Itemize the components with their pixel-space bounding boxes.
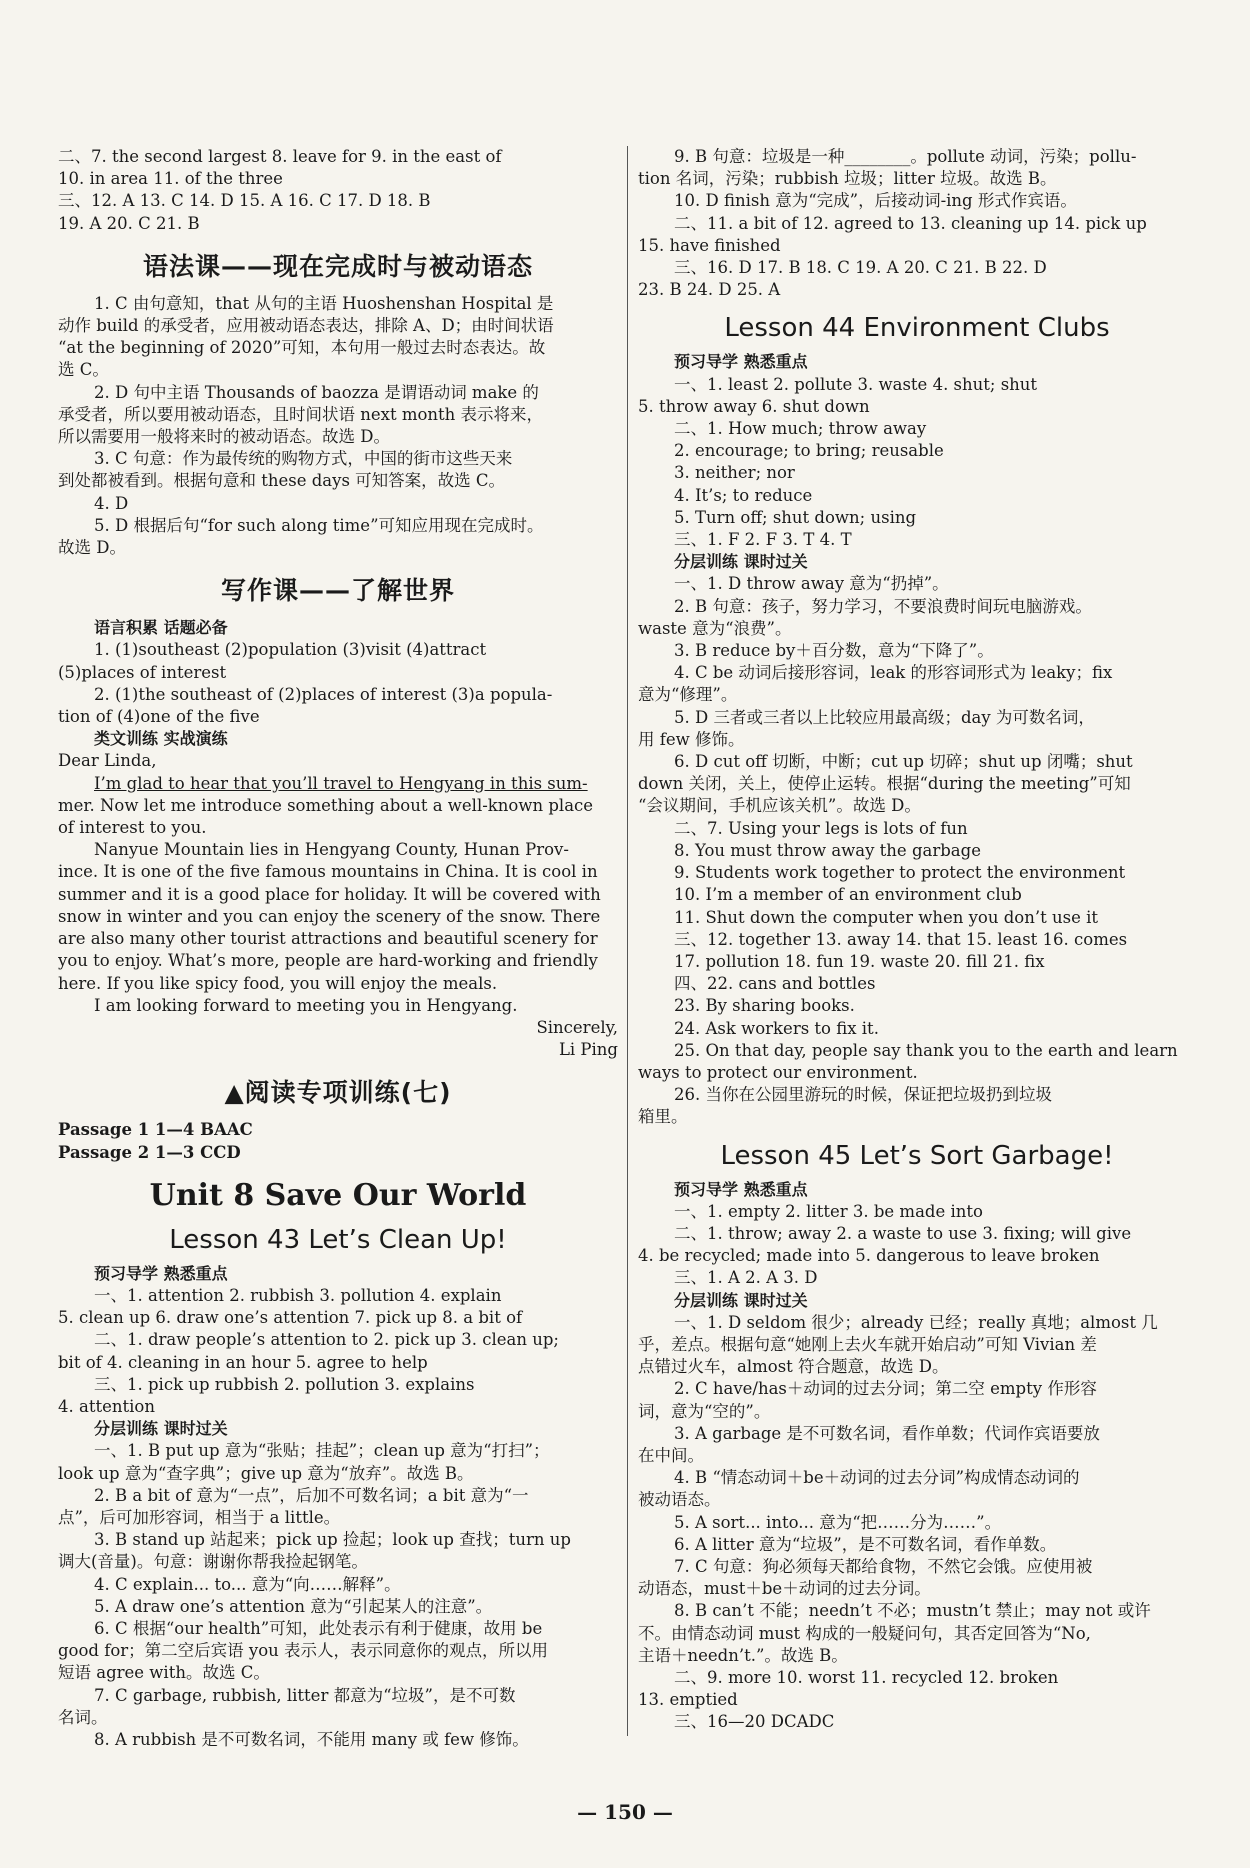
- text-line: 一、1. D throw away 意为“扔掉”。: [674, 574, 949, 594]
- text-line: 5. throw away 6. shut down: [638, 396, 870, 416]
- text-line: 三、1. pick up rubbish 2. pollution 3. explains: [94, 1374, 475, 1394]
- text-line: 二、1. throw; away 2. a waste to use 3. fixing; will give: [674, 1223, 1132, 1243]
- text-line: 4. C be 动词后接形容词，leak 的形容词形式为 leaky；fix: [674, 663, 1113, 683]
- text-line: 2. B 句意：孩子，努力学习，不要浪费时间玩电脑游戏。: [674, 596, 1092, 616]
- text-line: 箱里。: [638, 1107, 688, 1127]
- text-line: 26. 当你在公园里游玩的时候，保证把垃圾扔到垃圾: [674, 1085, 1052, 1105]
- text-line: 8. B can’t 不能；needn’t 不必；mustn’t 禁止；may not 或许: [674, 1601, 1151, 1621]
- page-number: — 150 —: [577, 1800, 673, 1824]
- text-line: 2. (1)the southeast of (2)places of interest (3)a popula-: [94, 684, 553, 704]
- text-line: 意为“修理”。: [638, 685, 738, 705]
- text-line: 二、9. more 10. worst 11. recycled 12. broken: [674, 1668, 1059, 1687]
- subsection-heading: 分层训练 课时过关: [94, 1419, 228, 1439]
- text-line: 3. neither; nor: [674, 463, 795, 483]
- text-line: 三、16. D 17. B 18. C 19. A 20. C 21. B 22. D: [674, 258, 1047, 278]
- text-line: 三、16—20 DCADC: [674, 1712, 835, 1732]
- text-line: snow in winter and you can enjoy the scenery of the snow. There: [58, 906, 601, 926]
- text-line: 2. C have/has＋动词的过去分词；第二空 empty 作形容: [674, 1379, 1097, 1399]
- unit-heading: Unit 8 Save Our World: [149, 1177, 527, 1213]
- text-line: 8. A rubbish 是不可数名词，不能用 many 或 few 修饰。: [94, 1729, 529, 1749]
- subsection-heading: 预习导学 熟悉重点: [94, 1263, 228, 1283]
- text-line: 1. C 由句意知，that 从句的主语 Huoshenshan Hospital 是: [94, 293, 554, 313]
- left-column: [58, 146, 618, 1751]
- lesson-heading: Lesson 45 Let’s Sort Garbage!: [720, 1140, 1114, 1171]
- text-line: summer and it is a good place for holiday. It will be covered with: [58, 884, 601, 904]
- text-line: 用 few 修饰。: [638, 729, 745, 749]
- subsection-heading: 预习导学 熟悉重点: [674, 352, 808, 372]
- text-line: 6. D cut off 切断，中断；cut up 切碎；shut up 闭嘴；shut: [674, 752, 1133, 772]
- text-line: Dear Linda,: [58, 751, 157, 771]
- text-line: 词，意为“空的”。: [638, 1401, 771, 1421]
- text-line: 23. By sharing books.: [674, 996, 855, 1016]
- text-line: 5. clean up 6. draw one’s attention 7. pick up 8. a bit of: [58, 1308, 523, 1328]
- text-line: I am looking forward to meeting you in Hengyang.: [94, 995, 518, 1015]
- text-line: 二、7. the second largest 8. leave for 9. in the east of: [58, 147, 502, 166]
- text-line: 一、1. empty 2. litter 3. be made into: [674, 1201, 983, 1221]
- text-line: mer. Now let me introduce something about a well-known place: [58, 795, 594, 815]
- text-line: 8. You must throw away the garbage: [674, 840, 981, 860]
- text-line: 四、22. cans and bottles: [674, 974, 876, 994]
- text-line: you to enjoy. What’s more, people are hard-working and friendly: [58, 951, 598, 971]
- text-line: 7. C 句意：狗必须每天都给食物，不然它会饿。应使用被: [674, 1556, 1093, 1576]
- text-line: 6. A litter 意为“垃圾”，是不可数名词，看作单数。: [674, 1534, 1057, 1554]
- text-line: Passage 1 1—4 BAAC: [58, 1120, 253, 1140]
- text-line: 二、1. How much; throw away: [674, 419, 927, 439]
- subsection-heading: 分层训练 课时过关: [674, 1290, 808, 1310]
- text-line: 4. be recycled; made into 5. dangerous to leave broken: [638, 1246, 1100, 1266]
- text-line: I’m glad to hear that you’ll travel to Hengyang in this sum-: [94, 773, 588, 793]
- text-line: Nanyue Mountain lies in Hengyang County, Hunan Prov-: [94, 840, 569, 860]
- text-line: 点”，后可加形容词，相当于 a little。: [58, 1507, 341, 1527]
- text-line: 三、1. F 2. F 3. T 4. T: [674, 530, 852, 550]
- text-line: 点错过火车，almost 符合题意，故选 D。: [638, 1357, 949, 1377]
- text-line: waste 意为“浪费”。: [638, 618, 792, 638]
- text-line: 5. Turn off; shut down; using: [674, 507, 917, 527]
- text-line: 二、1. draw people’s attention to 2. pick up 3. clean up;: [94, 1330, 559, 1350]
- subsection-heading: 分层训练 课时过关: [674, 552, 808, 572]
- subsection-heading: 预习导学 熟悉重点: [674, 1179, 808, 1199]
- text-line: 15. have finished: [638, 235, 781, 255]
- text-line: 短语 agree with。故选 C。: [58, 1663, 270, 1683]
- text-line: 选 C。: [58, 360, 109, 380]
- text-line: 23. B 24. D 25. A: [638, 280, 781, 300]
- text-line: bit of 4. cleaning in an hour 5. agree to help: [58, 1352, 428, 1372]
- text-line: 5. D 根据后句“for such along time”可知应用现在完成时。: [94, 515, 544, 535]
- text-line: 5. A draw one’s attention 意为“引起某人的注意”。: [94, 1596, 493, 1616]
- text-line: 4. B “情态动词＋be＋动词的过去分词”构成情态动词的: [674, 1468, 1080, 1488]
- text-line: Sincerely,: [536, 1017, 618, 1037]
- text-line: 二、11. a bit of 12. agreed to 13. cleaning up 14. pick up: [674, 213, 1147, 233]
- text-line: 调大(音量)。句意：谢谢你帮我捡起钢笔。: [58, 1552, 368, 1572]
- text-line: 10. I’m a member of an environment club: [674, 885, 1022, 905]
- text-line: 9. B 句意：垃圾是一种________。pollute 动词，污染；pollu-: [674, 147, 1137, 166]
- text-line: 2. B a bit of 意为“一点”，后加不可数名词；a bit 意为“一: [94, 1485, 529, 1505]
- text-line: 所以需要用一般将来时的被动语态。故选 D。: [58, 427, 390, 447]
- text-line: tion 名词，污染；rubbish 垃圾；litter 垃圾。故选 B。: [638, 169, 1057, 189]
- text-line: 3. A garbage 是不可数名词，看作单数；代词作宾语要放: [674, 1423, 1100, 1443]
- subsection-heading: 类文训练 实战演练: [94, 729, 228, 749]
- text-line: 1. (1)southeast (2)population (3)visit (4)attract: [94, 640, 487, 660]
- text-line: 4. D: [94, 493, 129, 513]
- text-line: 一、1. D seldom 很少；already 已经；really 真地；almost 几: [674, 1312, 1158, 1332]
- text-line: 到处都被看到。根据句意和 these days 可知答案，故选 C。: [58, 471, 506, 491]
- text-line: “会议期间，手机应该关机”。故选 D。: [638, 796, 921, 816]
- section-heading: 写作课——了解世界: [220, 576, 455, 606]
- text-line: “at the beginning of 2020”可知，本句用一般过去时态表达。故: [58, 338, 546, 358]
- text-line: 17. pollution 18. fun 19. waste 20. fill 21. fix: [674, 951, 1045, 971]
- text-line: of interest to you.: [58, 818, 207, 838]
- text-line: 三、1. A 2. A 3. D: [674, 1268, 818, 1288]
- text-line: here. If you like spicy food, you will enjoy the meals.: [58, 973, 498, 993]
- text-line: look up 意为“查字典”；give up 意为“放弃”。故选 B。: [58, 1463, 474, 1483]
- text-line: ways to protect our environment.: [638, 1062, 918, 1082]
- right-column: [638, 146, 1196, 1734]
- text-line: good for；第二空后宾语 you 表示人，表示同意你的观点，所以用: [58, 1641, 549, 1661]
- text-line: 乎，差点。根据句意“她刚上去火车就开始启动”可知 Vivian 差: [638, 1334, 1097, 1354]
- text-line: 7. C garbage, rubbish, litter 都意为“垃圾”，是不可数: [94, 1685, 516, 1705]
- text-line: 故选 D。: [58, 538, 126, 558]
- lesson-heading: Lesson 44 Environment Clubs: [724, 313, 1110, 344]
- text-line: down 关闭，关上，使停止运转。根据“during the meeting”可知: [638, 774, 1131, 794]
- text-line: 名词。: [58, 1707, 108, 1727]
- text-line: 9. Students work together to protect the environment: [674, 863, 1126, 883]
- text-line: 三、12. together 13. away 14. that 15. least 16. comes: [674, 929, 1128, 949]
- text-line: 25. On that day, people say thank you to the earth and learn: [674, 1040, 1178, 1060]
- text-line: Li Ping: [558, 1040, 618, 1060]
- text-line: (5)places of interest: [58, 662, 227, 682]
- text-line: are also many other tourist attractions and beautiful scenery for: [58, 929, 598, 949]
- text-line: 被动语态。: [638, 1490, 721, 1510]
- text-line: 一、1. B put up 意为“张贴；挂起”；clean up 意为“打扫”；: [94, 1441, 550, 1461]
- text-line: 3. C 句意：作为最传统的购物方式，中国的街市这些天来: [94, 449, 513, 469]
- text-line: tion of (4)one of the five: [58, 707, 260, 727]
- text-line: 主语＋needn’t.”。故选 B。: [638, 1645, 848, 1665]
- text-line: 10. D finish 意为“完成”，后接动词-ing 形式作宾语。: [674, 191, 1077, 211]
- lesson-heading: Lesson 43 Let’s Clean Up!: [169, 1224, 507, 1255]
- text-line: 13. emptied: [638, 1690, 738, 1710]
- text-line: 承受者，所以要用被动语态，且时间状语 next month 表示将来，: [58, 404, 544, 424]
- subsection-heading: 语言积累 话题必备: [94, 618, 228, 638]
- text-line: ince. It is one of the five famous mountains in China. It is cool in: [58, 862, 598, 882]
- text-line: 10. in area 11. of the three: [58, 169, 283, 189]
- text-line: 动作 build 的承受者，应用被动语态表达，排除 A、D；由时间状语: [58, 316, 554, 336]
- text-line: 动语态，must＋be＋动词的过去分词。: [638, 1579, 931, 1599]
- text-line: 4. C explain... to... 意为“向……解释”。: [94, 1574, 401, 1594]
- text-line: 11. Shut down the computer when you don’t use it: [674, 907, 1098, 927]
- text-line: 在中间。: [638, 1445, 704, 1465]
- text-line: 2. encourage; to bring; reusable: [674, 441, 944, 461]
- text-line: Passage 2 1—3 CCD: [58, 1142, 241, 1162]
- text-line: 19. A 20. C 21. B: [58, 213, 200, 233]
- text-line: 3. B stand up 站起来；pick up 捡起；look up 查找；turn up: [94, 1530, 571, 1550]
- text-line: 4. It’s; to reduce: [674, 485, 813, 505]
- text-line: 6. C 根据“our health”可知，此处表示有利于健康，故用 be: [94, 1618, 543, 1638]
- section-heading: 语法课——现在完成时与被动语态: [142, 251, 533, 281]
- text-line: 4. attention: [58, 1396, 155, 1416]
- text-line: 3. B reduce by＋百分数，意为“下降了”。: [674, 641, 994, 661]
- text-line: 5. D 三者或三者以上比较应用最高级；day 为可数名词，: [674, 707, 1095, 727]
- section-heading: ▲阅读专项训练(七): [224, 1078, 452, 1108]
- text-line: 24. Ask workers to fix it.: [674, 1018, 879, 1038]
- text-line: 2. D 句中主语 Thousands of baozza 是谓语动词 make 的: [94, 382, 539, 402]
- text-line: 一、1. attention 2. rubbish 3. pollution 4. explain: [94, 1285, 502, 1305]
- text-line: 5. A sort... into... 意为“把……分为……”。: [674, 1512, 1002, 1532]
- text-line: 一、1. least 2. pollute 3. waste 4. shut; shut: [674, 374, 1038, 394]
- column-divider: [627, 146, 628, 1736]
- text-line: 三、12. A 13. C 14. D 15. A 16. C 17. D 18. B: [58, 191, 431, 211]
- text-line: 二、7. Using your legs is lots of fun: [674, 818, 968, 838]
- text-line: 不。由情态动词 must 构成的一般疑问句，其否定回答为“No,: [638, 1623, 1091, 1643]
